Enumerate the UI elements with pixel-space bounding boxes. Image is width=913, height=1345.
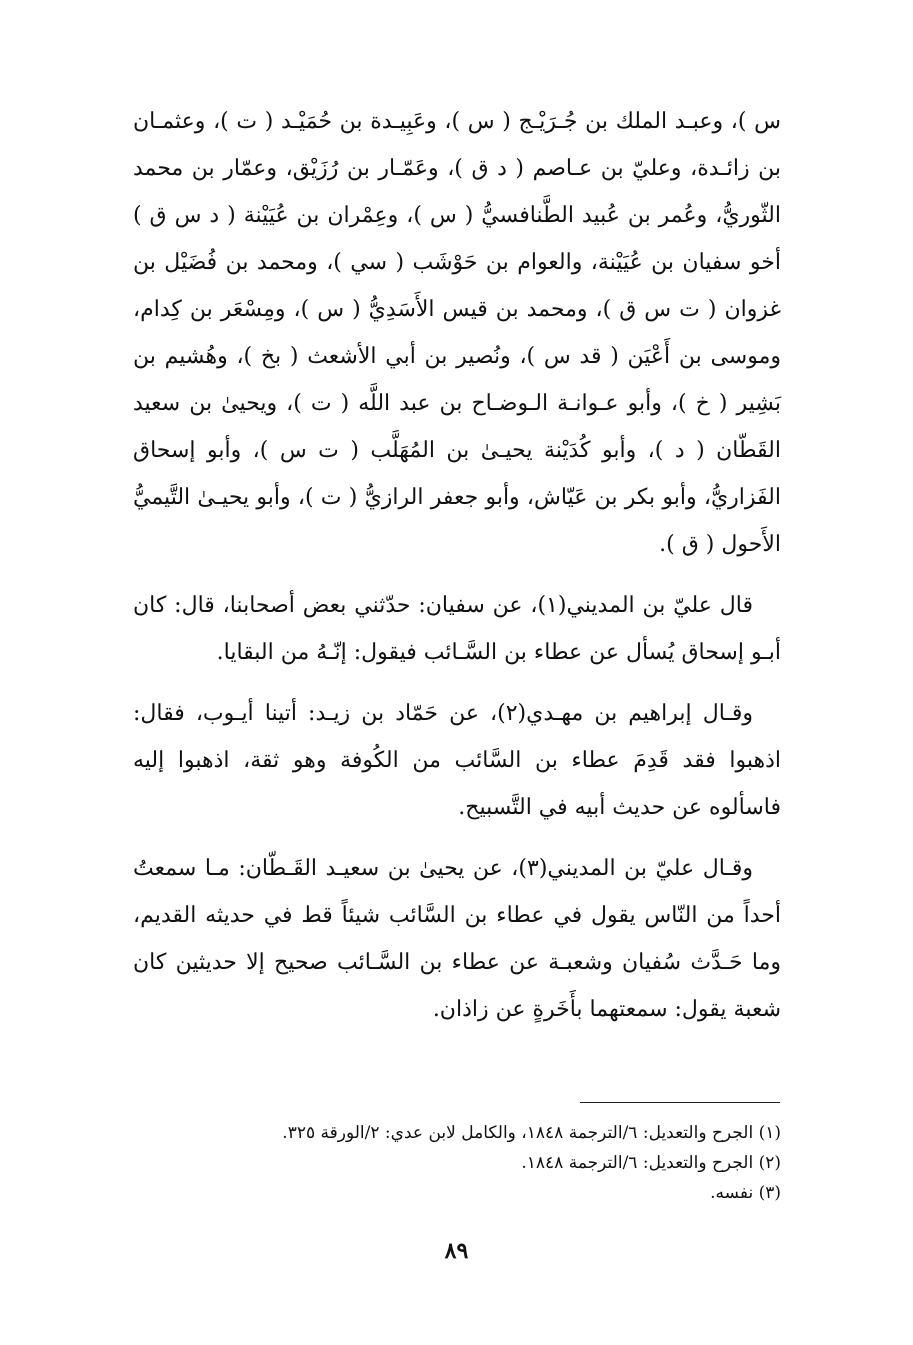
paragraph-ali-ibn-madini-sufyan: قال عليّ بن المديني(١)، عن سفيان: حدّثني بعض أصحابنا، قال: كان أبـو إسحاق يُسأل عن عطاء بن السَّـائب فيقول: إنّـهُ من البقايا. [133,593,781,665]
page-number: ٨٩ [444,1238,469,1264]
footnotes [133,1118,781,1208]
paragraph-ibrahim-ibn-mahdi: وقـال إبراهيم بن مهـدي(٢)، عن حَمّاد بن زيـد: أتينا أيـوب، فقال: اذهبوا فقد قَدِمَ عطاء بن السَّائب من الكُوفة وهو ثقة، اذهبوا إليه فاسألوه عن حديث أبيه في التَّسبيح. [133,701,781,820]
main-text [133,98,781,1033]
paragraph-narrators-list: س )، وعبـد الملك بن جُـرَيْـج ( س )، وعَبِيـدة بن حُمَيْـد ( ت )، وعثمـان بن زائـدة، وعليّ بن عـاصم ( د ق )، وعَمّـار بن رُزَيْق، وعمّار بن محمد الثّوريُّ، وعُمر بن عُبيد الطَّنافسيُّ ( س )، وعِمْران بن عُيَيْنة ( د س ق ) أخو سفيان بن عُيَيْنة، والعوام بن حَوْشَب ( سي )، ومحمد بن فُضَيْل بن غزوان ( ت س ق )، ومحمد بن قيس الأَسَدِيُّ ( س )، ومِسْعَر بن كِدام، وموسى بن أَعْيَن ( قد س )، ونُصير بن أبي الأشعث ( بخ )، وهُشيم بن بَشِير ( خ )، وأبو عـوانـة الـوضـاح بن عبد اللَّه ( ت )، ويحيىٰ بن سعيد القَطّان ( د )، وأبو كُدَيْنة يحيـىٰ بن المُهَلَّب ( ت س )، وأبو إسحاق الفَزاريُّ، وأبو بكر بن عَيّاش، وأبو جعفر الرازيُّ ( ت )، وأبو يحيـىٰ التَّيميُّ الأَحول ( ق ). [133,109,781,557]
footnote-2: (٢) الجرح والتعديل: ٦/الترجمة ١٨٤٨. [521,1153,781,1173]
footnote-1: (١) الجرح والتعديل: ٦/الترجمة ١٨٤٨، والكامل لابن عدي: ٢/الورقة ٣٢٥. [282,1123,781,1143]
footnote-divider [580,1102,780,1103]
footnote-3: (٣) نفسه. [710,1183,781,1203]
paragraph-ali-ibn-madini-yahya: وقـال عليّ بن المديني(٣)، عن يحيىٰ بن سعيـد القَـطّان: مـا سمعتُ أحداً من النّاس يقول في عطاء بن السَّائب شيئاً قط في حديثه القديم، وما حَـدَّث سُفيان وشعبـة عن عطاء بن السَّـائب صحيح إلا حديثين كان شعبة يقول: سمعتهما بأَخَرةٍ عن زاذان. [133,856,781,1022]
